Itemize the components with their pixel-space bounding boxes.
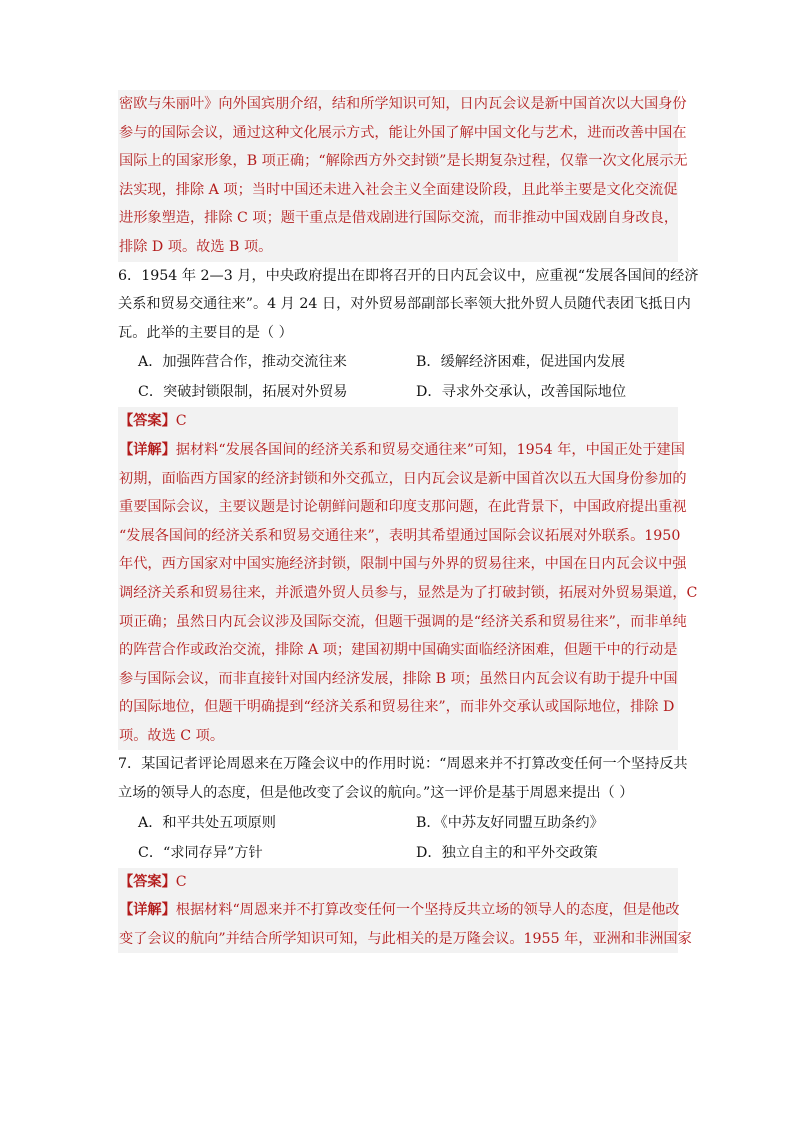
text-line: 参与的国际会议，通过这种文化展示方式，能让外国了解中国文化与艺术，进而改善中国在 xyxy=(119,124,687,141)
previous-explanation xyxy=(118,90,688,262)
text-line: 的阵营合作或政治交流，排除 A 项；建国初期中国确实面临经济困难，但题干中的行动是 xyxy=(119,642,678,659)
text-line: 排除 D 项。故选 B 项。 xyxy=(119,238,273,255)
question-6-options xyxy=(118,347,678,407)
text-line: 密欧与朱丽叶》向外国宾朋介绍，结和所学知识可知，日内瓦会议是新中国首次以大国身份 xyxy=(119,96,687,112)
text-line: 年代，西方国家对中国实施经济封锁，限制中国与外界的贸易往来，中国在日内瓦会议中强 xyxy=(119,556,687,573)
question-7-options xyxy=(118,808,678,868)
option-d: D．独立自主的和平外交政策 xyxy=(416,844,598,861)
answer-value: C xyxy=(175,413,187,430)
text-line: “发展各国间的经济关系和贸易交通往来”，表明其希望通过国际会议拓展对外联系。1950 xyxy=(119,527,681,544)
option-c: C．“求同存异”方针 xyxy=(138,844,263,861)
option-a: A．加强阵营合作，推动交流往来 xyxy=(138,354,347,371)
text-line: 6．1954 年 2—3 月，中央政府提出在即将召开的日内瓦会议中，应重视“发展各国间的经济 xyxy=(118,267,699,284)
option-a: A．和平共处五项原则 xyxy=(138,814,276,831)
question-7-stem xyxy=(118,750,688,807)
answer-tag: 【答案】 xyxy=(119,873,176,890)
text-line: 的国际地位，但题干明确提到“经济关系和贸易往来”，而非外交承认或国际地位，排除 D xyxy=(119,699,675,716)
text-line: 项正确；虽然日内瓦会议涉及国际交流，但题干强调的是“经济关系和贸易往来”，而非单纯 xyxy=(119,613,687,630)
detail-tag: 【详解】 xyxy=(119,441,176,458)
text-line: 瓦。此举的主要目的是（ ） xyxy=(118,324,293,341)
text-line: 立场的领导人的态度，但是他改变了会议的航向。”这一评价是基于周恩来提出（ ） xyxy=(118,785,634,802)
text-line: 项。故选 C 项。 xyxy=(119,727,225,744)
option-b: B．缓解经济困难，促进国内发展 xyxy=(416,354,626,371)
text-line: 法实现，排除 A 项；当时中国还未进入社会主义全面建设阶段，且此举主要是文化交流促 xyxy=(119,181,678,198)
text-line: 进形象塑造，排除 C 项；题干重点是借戏剧进行国际交流，而非推动中国戏剧自身改良， xyxy=(119,210,679,227)
text-line: 初期，面临西方国家的经济封锁和外交孤立，日内瓦会议是新中国首次以五大国身份参加的 xyxy=(119,470,687,487)
text-line: 国际上的国家形象，B 项正确；“解除西方外交封锁”是长期复杂过程，仅靠一次文化展示无 xyxy=(119,153,688,170)
text-line: 调经济关系和贸易往来，并派遣外贸人员参与，显然是为了打破封锁，拓展对外贸易渠道，C xyxy=(119,584,698,601)
text-line: 关系和贸易交通往来”。4 月 24 日，对外贸易部副部长率领大批外贸人员随代表团飞抵日内 xyxy=(118,296,691,313)
text-line: 变了会议的航向”并结合所学知识可知，与此相关的是万隆会议。1955 年，亚洲和非洲国家 xyxy=(119,930,692,947)
text-line: 参与国际会议，而非直接针对国内经济发展，排除 B 项；虽然日内瓦会议有助于提升中国 xyxy=(119,670,678,687)
option-c: C．突破封锁限制，拓展对外贸易 xyxy=(138,384,348,401)
text-line: 7．某国记者评论周恩来在万隆会议中的作用时说：“周恩来并不打算改变任何一个坚持反共 xyxy=(118,756,688,773)
text-line: 据材料“发展各国间的经济关系和贸易交通往来”可知，1954 年，中国正处于建国 xyxy=(175,441,685,458)
text-line: 根据材料“周恩来并不打算改变任何一个坚持反共立场的领导人的态度，但是他改 xyxy=(175,902,680,919)
question-6-stem xyxy=(118,262,699,348)
answer-tag: 【答案】 xyxy=(119,413,176,430)
question-7-answer xyxy=(118,868,692,954)
detail-tag: 【详解】 xyxy=(119,902,176,919)
option-d: D．寻求外交承认，改善国际地位 xyxy=(416,384,627,401)
question-6-answer xyxy=(118,407,698,750)
document-page xyxy=(118,90,699,953)
text-line: 重要国际会议，主要议题是讨论朝鲜问题和印度支那问题，在此背景下，中国政府提出重视 xyxy=(119,499,687,516)
option-b: B．《中苏友好同盟互助条约》 xyxy=(416,814,604,831)
answer-value: C xyxy=(175,873,187,890)
